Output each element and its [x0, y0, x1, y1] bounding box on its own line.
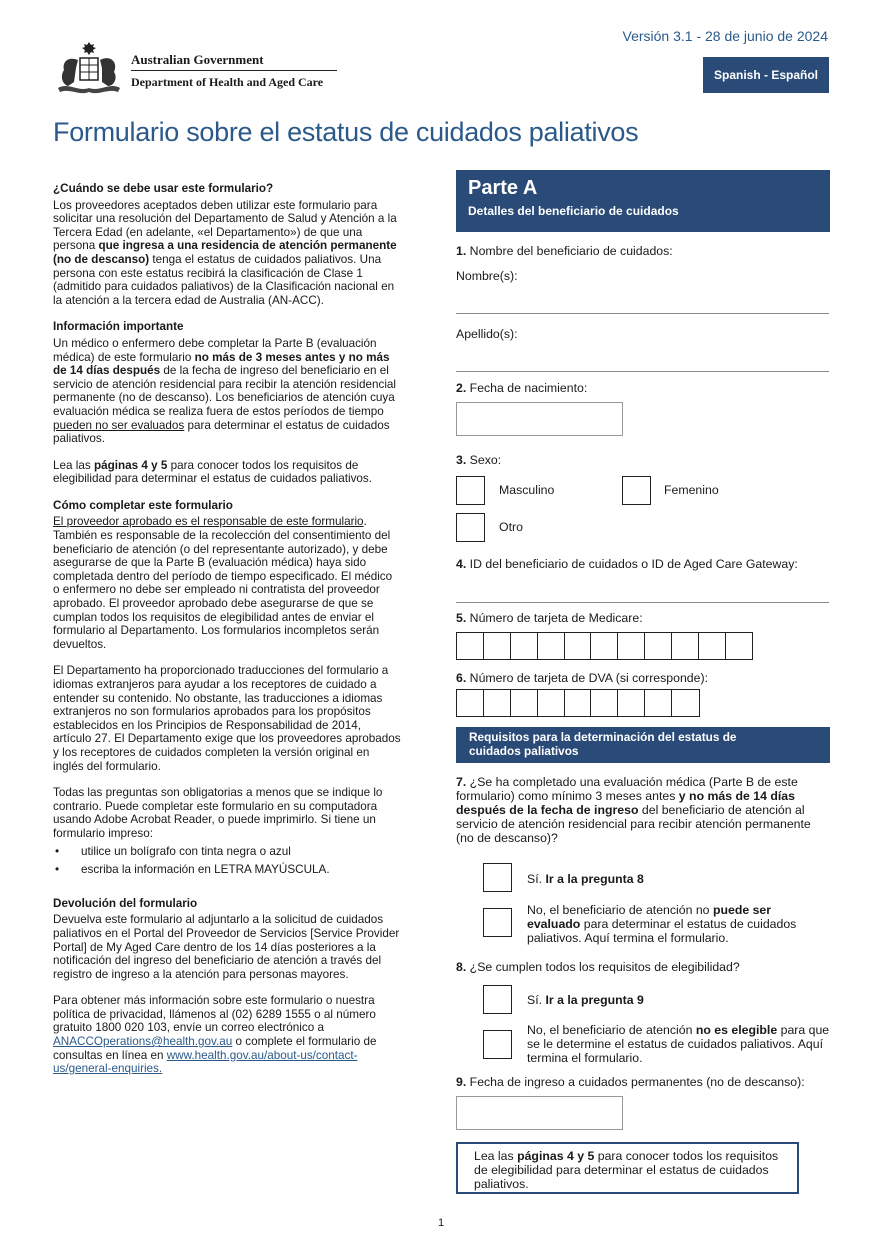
text: para que se le determine el estatus de cuidados paliativos. Aquí termina el formulario. [527, 1023, 830, 1065]
given-name-field[interactable] [456, 313, 829, 314]
text: No, el beneficiario de atención no [527, 903, 713, 917]
text: o complete el formulario de consultas en línea en [53, 1035, 377, 1062]
completion-instructions: Todas las preguntas son obligatorias a menos que se indique lo contrario. Puede completar este formulario en su computadora usando Adobe Acrobat Reader, o puede imprimirlo. Si tiene un formulario impreso: [53, 786, 383, 840]
question-number: 8. [456, 960, 467, 974]
underlined-text: pueden no ser evaluados [53, 418, 185, 432]
q8-yes-checkbox[interactable] [483, 985, 512, 1014]
other-checkbox[interactable] [456, 513, 485, 542]
question-6 [456, 671, 708, 685]
text: Un médico o enfermero debe completar la Parte B (evaluación médica) de este formulario [53, 336, 377, 364]
q8-no-label [527, 1023, 832, 1065]
entry-date-field[interactable] [456, 1096, 623, 1130]
pages-reference [53, 459, 401, 486]
email-link[interactable]: ANACCOperations@health.gov.au [53, 1035, 233, 1049]
other-label: Otro [499, 520, 523, 534]
male-label: Masculino [499, 483, 555, 497]
text: de la fecha de ingreso del beneficiario en el servicio de atención residencial para recibir la atención residencial permanente (no de descanso). Los beneficiarios de atención cuya evaluación médica se realiza fuera de estos períodos de tiempo [53, 364, 397, 418]
section-heading-return: Devolución del formulario [53, 896, 198, 910]
question-1 [456, 244, 673, 258]
question-4 [456, 557, 798, 571]
question-text: ID del beneficiario de cuidados o ID de Aged Care Gateway: [466, 557, 798, 571]
government-name: Australian Government [131, 52, 264, 67]
question-2 [456, 381, 587, 395]
question-number: 7. [456, 775, 467, 789]
question-number: 3. [456, 453, 467, 467]
question-text: Número de tarjeta de DVA (si corresponde): [466, 671, 708, 685]
text: Los proveedores aceptados deben utilizar este formulario para solicitar una resolución del Departamento de Salud y Atención a la Tercera Edad (en adelante, «el Departamento») de que una persona [53, 198, 397, 253]
question-number: 5. [456, 611, 467, 625]
text: para determinar el estatus de cuidados paliativos. [53, 418, 390, 446]
language-badge: Spanish - Español [703, 57, 829, 93]
text: tenga el estatus de cuidados paliativos. Una persona con este estatus recibirá la clasificación de Clase 1 (admitido para cuidados paliativos) de la Clasificación nacional en la atención a la tercera edad de Australia (AN-ACC). [53, 252, 395, 307]
question-9 [456, 1075, 805, 1089]
version-label: Versión 3.1 - 28 de junio de 2024 [622, 28, 828, 44]
underlined-text: El proveedor aprobado es el responsable de este formulario [53, 515, 364, 529]
header-divider [131, 70, 337, 71]
part-a-header [456, 170, 830, 232]
text: . También es responsable de la recolección del consentimiento del beneficiario de atención (o del representante autorizado), y debe asegurarse de que la Parte B (evaluación médica) haya sido completada dentro del período de tiempo especificado. El médico o enfermero no debe ser empleado ni contratista del proveedor aprobado. El proveedor aprobado debe asegurarse de que se cumplan todos los requisitos de elegibilidad antes de enviar el formulario al Departamento. Los formularios incompletos serán devueltos. [53, 515, 393, 651]
bold-text: Ir a la pregunta 9 [545, 993, 644, 1007]
question-text: ¿Se cumplen todos los requisitos de elegibilidad? [466, 960, 740, 974]
q7-yes-label [527, 872, 644, 886]
dva-number-field[interactable] [456, 689, 698, 717]
section-text-important [53, 337, 401, 446]
section-heading-important: Información importante [53, 320, 184, 334]
q8-yes-label [527, 993, 644, 1007]
text: Sí. [527, 872, 546, 886]
surname-label: Apellido(s): [456, 327, 518, 341]
question-number: 9. [456, 1075, 467, 1089]
male-checkbox[interactable] [456, 476, 485, 505]
list-item: • escriba la información en LETRA MAYÚSCULA. [53, 863, 401, 877]
bold-text: páginas 4 y 5 [517, 1149, 595, 1163]
question-8 [456, 960, 740, 974]
text: Lea las [474, 1149, 518, 1163]
instructions-column [53, 182, 401, 1089]
q7-no-checkbox[interactable] [483, 908, 512, 937]
question-text: Nombre del beneficiario de cuidados: [466, 244, 673, 258]
translation-notice: El Departamento ha proporcionado traducciones del formulario a idiomas extranjeros para ayudar a los receptores de cuidado a entender su contenido. No obstante, las traducciones a idiomas extranjeros no son formularios aprobados para los propósitos establecidos en los Principios de Responsabilidad de 2014, artículo 27. El Departamento exige que los proveedores aprobados y los receptores de cuidados completen la versión original en inglés del formulario. [53, 664, 401, 773]
q7-yes-checkbox[interactable] [483, 863, 512, 892]
page-number: 1 [438, 1217, 445, 1229]
bold-text: Ir a la pregunta 8 [545, 872, 644, 886]
question-text: Fecha de ingreso a cuidados permanentes (no de descanso): [466, 1075, 805, 1089]
list-item: • utilice un bolígrafo con tinta negra o azul [53, 845, 401, 859]
text: Lea las [53, 458, 94, 472]
section-text-when [53, 199, 401, 308]
department-name: Department of Health and Aged Care [131, 75, 324, 89]
q7-no-label [527, 903, 827, 945]
medicare-number-field[interactable] [456, 632, 752, 660]
section-heading-complete: Cómo completar este formulario [53, 498, 233, 512]
bold-text: no más de 3 meses antes y no más de 14 días después [53, 350, 390, 378]
enquiries-link[interactable]: www.health.gov.au/about-us/contact-us/general-enquiries. [53, 1048, 358, 1076]
question-text: Fecha de nacimiento: [466, 381, 588, 395]
question-number: 4. [456, 557, 467, 571]
bullet-list [53, 845, 401, 877]
section-heading-when: ¿Cuándo se debe usar este formulario? [53, 182, 274, 195]
text: No, el beneficiario de atención [527, 1023, 696, 1037]
question-5 [456, 611, 643, 625]
part-subtitle: Detalles del beneficiario de cuidados [468, 204, 679, 218]
bold-text: puede ser evaluado [527, 903, 772, 931]
question-text: Sexo: [466, 453, 502, 467]
bold-text: y no más de 14 días después de la fecha de ingreso [456, 789, 795, 817]
question-7 [456, 775, 830, 845]
contact-info [53, 994, 401, 1076]
female-label: Femenino [664, 483, 719, 497]
text: Para obtener más información sobre este formulario o nuestra política de privacidad, llámenos al (02) 6289 1555 o al número gratuito 1800 020 103, envíe un correo electrónico a [53, 994, 376, 1035]
question-number: 2. [456, 381, 467, 395]
text: para determinar el estatus de cuidados paliativos. Aquí termina el formulario. [527, 917, 797, 945]
question-text: ¿Se ha completado una evaluación médica (Parte B de este formulario) como mínimo 3 meses antes [456, 775, 798, 803]
bold-text: páginas 4 y 5 [93, 458, 168, 472]
female-checkbox[interactable] [622, 476, 651, 505]
care-recipient-id-field[interactable] [456, 602, 829, 603]
bold-text: no es elegible [695, 1023, 778, 1037]
eligibility-notice [456, 1142, 799, 1194]
coat-of-arms-icon [52, 38, 126, 98]
section-text-complete [53, 515, 401, 651]
text: para conocer todos los requisitos de elegibilidad para determinar el estatus de cuidados paliativos. [474, 1149, 779, 1191]
question-3 [456, 453, 501, 467]
form-column [456, 170, 830, 1191]
surname-field[interactable] [456, 371, 829, 372]
question-text: del beneficiario de atención al servicio de atención residencial para recibir atención permanente (no de descanso)? [456, 803, 811, 845]
bold-text: que ingresa a una residencia de atención permanente (no de descanso) [53, 239, 397, 266]
question-number: 6. [456, 671, 467, 685]
section-text-return: Devuelva este formulario al adjuntarlo a la solicitud de cuidados paliativos en el Portal del Proveedor de Servicios [Service Provider Portal] de My Aged Care dentro de los 14 días posteriores a la notificación del ingreso del beneficiario de atención a través del registro de ingreso a la atención para personas mayores. [53, 913, 400, 981]
question-text: Número de tarjeta de Medicare: [466, 611, 643, 625]
given-name-label: Nombre(s): [456, 269, 518, 283]
question-number: 1. [456, 244, 467, 258]
q8-no-checkbox[interactable] [483, 1030, 512, 1059]
part-title: Parte A [468, 177, 538, 199]
date-of-birth-field[interactable] [456, 402, 623, 436]
text: Sí. [527, 993, 546, 1007]
page-title: Formulario sobre el estatus de cuidados paliativos [53, 117, 639, 147]
requirements-heading: Requisitos para la determinación del estatus de cuidados paliativos [456, 727, 830, 763]
text: para conocer todos los requisitos de elegibilidad para determinar el estatus de cuidados paliativos. [53, 458, 373, 486]
